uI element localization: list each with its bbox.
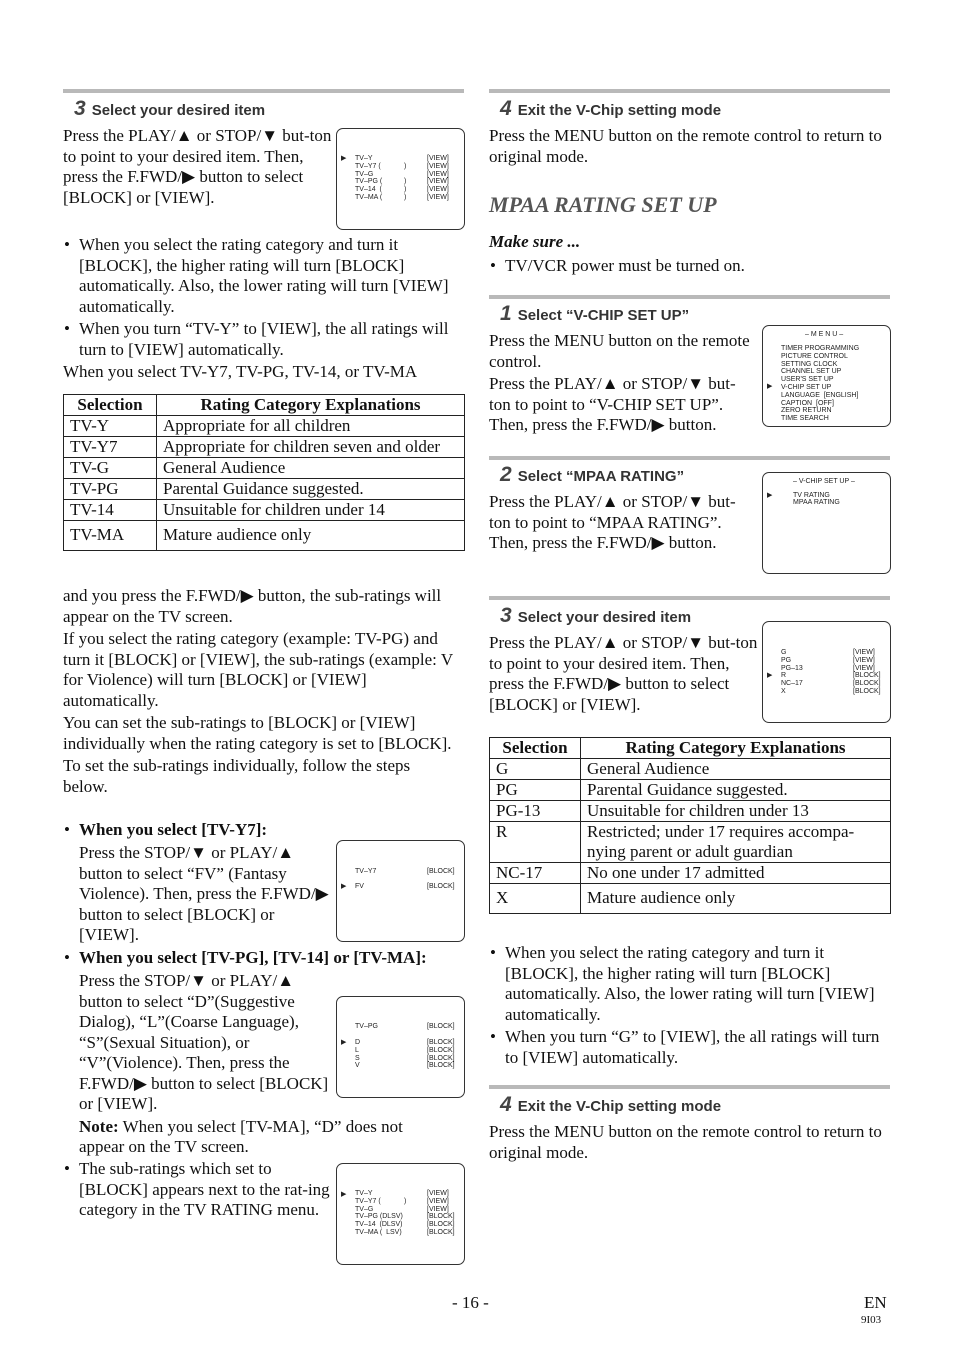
screen-value: [BLOCK] (427, 868, 455, 875)
menu-item: CAPTION [OFF] (781, 399, 834, 407)
table-row (490, 780, 891, 801)
bullet-list (63, 235, 463, 383)
step-instruction: Press the PLAY/▲ or STOP/▼ but-ton to point to your desired item. Then, press the F.FWD/▶ button to select [BLOCK] or [VIEW]. (63, 126, 332, 207)
screen-row: TV–Y (355, 1190, 373, 1197)
step-text (489, 492, 757, 554)
tv-rating-result-screen (336, 1163, 465, 1265)
step-instruction: Press the PLAY/▲ or STOP/▼ but-ton to point to “V-CHIP SET UP”. Then, press the F.FWD/▶ button. (489, 374, 736, 434)
step-number: 4 (500, 1093, 512, 1116)
screen-value: [VIEW] (427, 170, 449, 178)
step-title: Select your desired item (91, 102, 266, 119)
table-cell: Unsuitable for children under 14 (157, 500, 465, 521)
tvy7-section (63, 820, 463, 841)
step-instruction: Press the PLAY/▲ or STOP/▼ but-ton to point to “MPAA RATING”. Then, press the F.FWD/▶ button. (489, 492, 736, 552)
step-instruction: Press the MENU button on the remote control. (489, 331, 750, 371)
screen-row: TV–Y (355, 155, 373, 162)
cursor-icon: ▶ (341, 883, 347, 890)
make-sure (489, 232, 889, 276)
menu-screen (762, 325, 891, 427)
screen-value: [BLOCK] (853, 680, 881, 688)
table-header: Selection (64, 395, 157, 416)
screen-row: PG–13 (781, 664, 803, 672)
section-rule (489, 456, 890, 460)
screen-paren: ) (404, 186, 407, 194)
sub-ratings-bullet (63, 1159, 333, 1221)
page-number: - 16 - (452, 1293, 489, 1312)
tvy7-text (79, 843, 333, 946)
menu-item: SETTING CLOCK (781, 360, 838, 368)
screen-value: [VIEW] (427, 194, 449, 201)
screen-title: – V-CHIP SET UP – (793, 478, 855, 485)
section-rule (489, 89, 890, 93)
table-row (64, 416, 465, 437)
screen-row: TV–G (355, 170, 374, 178)
when-select-text: When you select TV-Y7, TV-PG, TV-14, or TV-MA (63, 362, 418, 381)
menu-item: TIMER PROGRAMMING (781, 345, 860, 352)
screen-value: [VIEW] (427, 1205, 449, 1213)
screen-value: [VIEW] (427, 155, 449, 162)
screen-title: – M E N U – (805, 331, 844, 338)
screen-value: [VIEW] (853, 656, 875, 664)
screen-paren: ) (404, 194, 407, 201)
screen-value: [VIEW] (427, 178, 449, 186)
step-number: 1 (500, 302, 512, 325)
bullet-item: • The sub-ratings which set to [BLOCK] appears next to the rat-ing category in the TV RATING menu. (63, 1159, 333, 1221)
screen-value: [VIEW] (427, 162, 449, 170)
table-cell: Parental Guidance suggested. (581, 780, 891, 801)
screen-value: [BLOCK] (427, 1062, 455, 1070)
mpaa-rating-table (489, 737, 891, 914)
tvpg-section (63, 948, 463, 969)
table-cell: Restricted; under 17 requires accompa-nying parent or adult guardian (581, 822, 891, 863)
table-row (490, 801, 891, 822)
step-text (489, 1122, 889, 1163)
mpaa-title: MPAA RATING SET UP (489, 192, 717, 217)
cursor-icon: ▶ (341, 155, 347, 162)
table-cell: General Audience (581, 759, 891, 780)
screen-row: TV–Y7 ( (355, 162, 381, 170)
screen-row: NC–17 (781, 680, 803, 688)
screen-row: G (781, 649, 787, 656)
table-cell: PG-13 (490, 801, 581, 822)
tvy7-instruction: Press the STOP/▼ or PLAY/▲ button to select “FV” (Fantasy Violence). Then, press the F.FWD/▶ button to select [BLOCK] or [VIEW]. (79, 843, 329, 944)
step-text (489, 633, 761, 715)
screen-row: S (355, 1054, 360, 1062)
table-cell: Appropriate for children seven and older (157, 437, 465, 458)
menu-item: ZERO RETURN (781, 407, 832, 415)
bullet-item: • When you turn “TV-Y” to [VIEW], the all ratings will turn to [VIEW] automatically. (63, 319, 463, 360)
table-cell: Unsuitable for children under 13 (581, 801, 891, 822)
menu-item: V-CHIP SET UP (781, 384, 832, 391)
step-number: 2 (500, 463, 512, 486)
step-heading (500, 99, 721, 122)
menu-item: PICTURE CONTROL (781, 352, 848, 360)
table-row (64, 437, 465, 458)
section-rule (489, 1085, 890, 1089)
screen-row: TV–G (355, 1205, 374, 1213)
screen-title: TV–PG (355, 1023, 378, 1030)
menu-item: CHANNEL SET UP (781, 368, 842, 376)
table-row (490, 863, 891, 884)
mpaa-rating-screen (762, 621, 891, 723)
tvy7-heading: • When you select [TV-Y7]: (63, 820, 463, 841)
screen-row: TV–Y7 (355, 868, 377, 875)
step-instruction: Press the MENU button on the remote control to return to original mode. (489, 1122, 882, 1162)
tv-rating-table (63, 394, 465, 551)
step-title: Select “MPAA RATING” (517, 468, 685, 485)
section-rule (489, 596, 890, 600)
table-cell: Appropriate for all children (157, 416, 465, 437)
explanation-paragraphs (63, 586, 458, 797)
table-row (64, 500, 465, 521)
table-cell: NC-17 (490, 863, 581, 884)
paragraph: To set the sub-ratings individually, follow the steps below. (63, 756, 411, 796)
screen-paren: ) (404, 178, 407, 186)
tvpg-screen (336, 996, 465, 1098)
cursor-icon: ▶ (767, 492, 773, 499)
screen-row: TV–MA ( LSV) (355, 1229, 402, 1236)
table-cell: X (490, 884, 581, 914)
make-sure-label: Make sure ... (489, 232, 581, 251)
screen-row: L (355, 1046, 359, 1054)
tv-rating-screen (336, 128, 465, 230)
screen-row: PG (781, 656, 792, 664)
table-cell: TV-14 (64, 500, 157, 521)
bullet-list (489, 943, 889, 1068)
screen-value: [VIEW] (427, 1197, 449, 1205)
screen-row: MPAA RATING (793, 499, 840, 506)
vchip-screen (762, 472, 891, 574)
step-heading (500, 465, 684, 488)
screen-row: X (781, 688, 786, 695)
screen-value: [BLOCK] (427, 1046, 455, 1054)
table-cell: Mature audience only (581, 884, 891, 914)
section-rule (489, 295, 890, 299)
step-number: 3 (74, 97, 86, 120)
screen-value: [BLOCK] (427, 1229, 455, 1236)
screen-row: TV RATING (793, 492, 830, 499)
table-header: Selection (490, 738, 581, 759)
step-text (489, 126, 889, 167)
table-row (490, 759, 891, 780)
screen-value: [BLOCK] (853, 672, 881, 680)
table-cell: TV-MA (64, 521, 157, 551)
table-cell: No one under 17 admitted (581, 863, 891, 884)
cursor-icon: ▶ (341, 1039, 347, 1046)
tvpg-instruction: Press the STOP/▼ or PLAY/▲ button to select “D”(Suggestive Dialog), “L”(Coarse Language), “S”(Sexual Situation), or “V”(Violence). Then, press the F.FWD/▶ button to select [BLOCK] or [VIEW]. (79, 971, 329, 1113)
table-cell: TV-G (64, 458, 157, 479)
section-rule (63, 89, 464, 93)
screen-paren: ) (404, 162, 407, 170)
tvpg-heading: • When you select [TV-PG], [TV-14] or [TV-MA]: (63, 948, 463, 969)
screen-row: TV–MA ( (355, 194, 383, 201)
screen-paren: ) (404, 1197, 407, 1205)
table-cell: TV-Y7 (64, 437, 157, 458)
screen-value: [VIEW] (853, 649, 875, 656)
make-sure-item: • TV/VCR power must be turned on. (489, 256, 889, 277)
screen-row: TV–14 ( (355, 186, 382, 194)
cursor-icon: ▶ (767, 672, 773, 679)
bullet-item: • When you select the rating category and turn it [BLOCK], the higher rating will turn [BLOCK] automatically. Also, the lower rating will turn [VIEW] automatically. (63, 235, 463, 317)
paragraph: You can set the sub-ratings to [BLOCK] or [VIEW] individually when the rating category is set to [BLOCK]. (63, 713, 452, 753)
screen-row: V (355, 1062, 360, 1070)
table-row (64, 521, 465, 551)
table-cell: Parental Guidance suggested. (157, 479, 465, 500)
paragraph: If you select the rating category (example: TV-PG) and turn it [BLOCK] or [VIEW], the sub-ratings (example: V for Violence) will turn [BLOCK] or [VIEW] automatically. (63, 629, 453, 710)
step-title: Select “V-CHIP SET UP” (517, 307, 690, 324)
table-header: Rating Category Explanations (581, 738, 891, 759)
table-row (64, 458, 465, 479)
tvpg-note: Note: When you select [TV-MA], “D” does not appear on the TV screen. (79, 1116, 403, 1156)
cursor-icon: ▶ (341, 1191, 347, 1198)
table-row (64, 479, 465, 500)
table-cell: TV-Y (64, 416, 157, 437)
screen-row: TV–PG ( (355, 178, 383, 186)
step-number: 4 (500, 97, 512, 120)
screen-value: [BLOCK] (427, 1213, 455, 1221)
screen-row: TV–PG (DLSV) (355, 1213, 403, 1221)
step-title: Exit the V-Chip setting mode (517, 1098, 722, 1115)
step-text (63, 126, 335, 208)
screen-value: [BLOCK] (427, 883, 455, 890)
screen-value: [VIEW] (427, 186, 449, 194)
menu-item: LANGUAGE [ENGLISH] (781, 391, 859, 399)
table-row (490, 884, 891, 914)
screen-row: TV–14 (DLSV) (355, 1221, 403, 1229)
step-title: Select your desired item (517, 609, 692, 626)
screen-row: R (781, 672, 787, 680)
screen-row: TV–Y7 ( (355, 1197, 381, 1205)
screen-value: [BLOCK] (427, 1039, 455, 1046)
step-heading (500, 606, 691, 629)
table-cell: PG (490, 780, 581, 801)
table-cell: R (490, 822, 581, 863)
table-cell: G (490, 759, 581, 780)
step-heading (74, 99, 265, 122)
cursor-icon: ▶ (767, 383, 773, 390)
table-cell: General Audience (157, 458, 465, 479)
step-instruction: Press the PLAY/▲ or STOP/▼ but-ton to point to your desired item. Then, press the F.FWD/▶ button to select [BLOCK] or [VIEW]. (489, 633, 758, 714)
screen-value: [VIEW] (427, 1190, 449, 1197)
screen-row: FV (355, 883, 364, 890)
menu-item: USER'S SET UP (781, 376, 834, 384)
step-number: 3 (500, 604, 512, 627)
screen-value: [VIEW] (853, 664, 875, 672)
step-text (489, 331, 757, 436)
menu-item: TIME SEARCH (781, 415, 829, 423)
step-heading (500, 304, 689, 327)
language-code: EN (864, 1293, 887, 1312)
step-heading (500, 1095, 721, 1118)
screen-row: D (355, 1039, 361, 1046)
screen-value: [BLOCK] (427, 1221, 455, 1229)
screen-value: [BLOCK] (427, 1054, 455, 1062)
bullet-item: • When you turn “G” to [VIEW], the all ratings will turn to [VIEW] automatically. (489, 1027, 889, 1068)
table-cell: Mature audience only (157, 521, 465, 551)
step-instruction: Press the MENU button on the remote control to return to original mode. (489, 126, 882, 166)
paragraph: and you press the F.FWD/▶ button, the sub-ratings will appear on the TV screen. (63, 586, 442, 626)
tvy7-screen (336, 840, 465, 942)
step-title: Exit the V-Chip setting mode (517, 102, 722, 119)
table-row (490, 822, 891, 863)
table-header: Rating Category Explanations (157, 395, 465, 416)
model-code: 9I03 (861, 1314, 882, 1326)
screen-value: [BLOCK] (427, 1023, 455, 1030)
screen-value: [BLOCK] (853, 688, 881, 695)
bullet-item: • When you select the rating category and turn it [BLOCK], the higher rating will turn [BLOCK] automatically. Also, the lower rating will turn [VIEW] automatically. (489, 943, 889, 1025)
table-cell: TV-PG (64, 479, 157, 500)
